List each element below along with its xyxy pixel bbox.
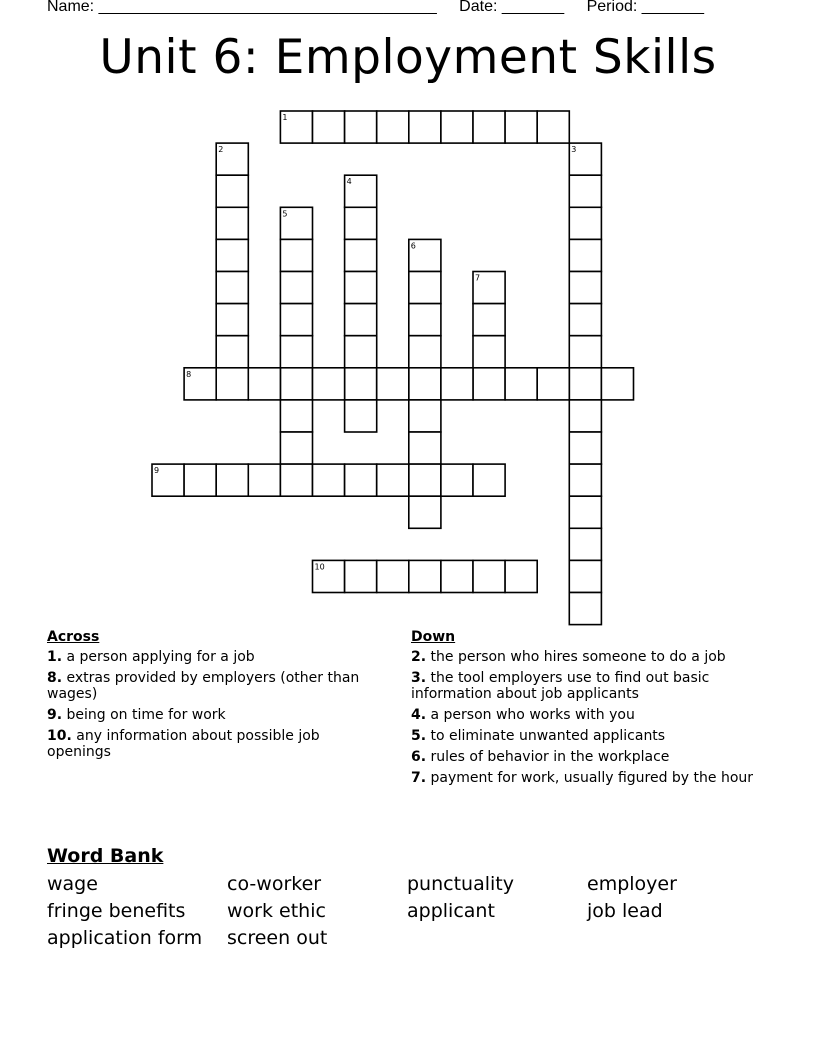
down-heading: Down: [411, 629, 456, 645]
word-bank-item: work ethic: [227, 900, 326, 922]
crossword-cell[interactable]: [216, 207, 248, 239]
crossword-cell[interactable]: [345, 304, 377, 336]
crossword-cell[interactable]: [313, 464, 345, 496]
crossword-cell[interactable]: [473, 464, 505, 496]
clue-number: 2.: [411, 649, 427, 665]
crossword-cell[interactable]: [409, 368, 441, 400]
crossword-cell[interactable]: [216, 239, 248, 271]
clue-number: 5.: [411, 728, 427, 744]
crossword-cell[interactable]: [409, 560, 441, 592]
crossword-cell[interactable]: [569, 432, 601, 464]
crossword-cell[interactable]: [345, 368, 377, 400]
crossword-cell[interactable]: [345, 336, 377, 368]
clue-text: the person who hires someone to do a job: [426, 649, 726, 665]
page-title: Unit 6: Employment Skills: [99, 30, 717, 85]
crossword-cell[interactable]: [473, 336, 505, 368]
crossword-cell[interactable]: [280, 464, 312, 496]
crossword-cell[interactable]: [537, 368, 569, 400]
crossword-cell[interactable]: [216, 304, 248, 336]
crossword-cell[interactable]: [313, 111, 345, 143]
word-bank-item: fringe benefits: [47, 900, 186, 922]
crossword-cell[interactable]: [409, 111, 441, 143]
crossword-cell[interactable]: [473, 560, 505, 592]
crossword-cell[interactable]: [569, 272, 601, 304]
crossword-cell-number: 9: [154, 466, 160, 476]
crossword-cell[interactable]: [409, 400, 441, 432]
crossword-cell[interactable]: [280, 239, 312, 271]
word-bank-item: punctuality: [407, 873, 514, 895]
crossword-cell[interactable]: [345, 560, 377, 592]
crossword-cell[interactable]: [409, 496, 441, 528]
crossword-cell[interactable]: [345, 111, 377, 143]
crossword-cell-number: 8: [186, 369, 192, 379]
word-bank-item: employer: [587, 873, 677, 895]
down-clues: [411, 629, 761, 791]
crossword-cell[interactable]: [280, 432, 312, 464]
across-clue: [47, 707, 387, 723]
word-bank-item: applicant: [407, 900, 495, 922]
word-bank-item: application form: [47, 927, 203, 949]
crossword-cell[interactable]: [569, 336, 601, 368]
crossword-cell[interactable]: [377, 560, 409, 592]
clue-text: rules of behavior in the workplace: [426, 749, 670, 765]
crossword-cell-number: 1: [282, 113, 288, 122]
crossword-cell[interactable]: [569, 239, 601, 271]
clue-number: 7.: [411, 770, 427, 786]
crossword-cell-number: 6: [410, 241, 416, 251]
crossword-cell[interactable]: [409, 464, 441, 496]
crossword-cell[interactable]: [280, 400, 312, 432]
name-field[interactable]: Name: ______________________________________: [47, 0, 437, 15]
crossword-cell[interactable]: [248, 464, 280, 496]
crossword-cell-number: 5: [282, 209, 288, 219]
down-clue: [411, 707, 761, 723]
clue-number: 10.: [47, 728, 72, 744]
crossword-cell-number: 7: [475, 273, 481, 283]
crossword-cell[interactable]: [280, 336, 312, 368]
crossword-cell[interactable]: [345, 400, 377, 432]
down-clue: [411, 749, 761, 765]
clue-text: a person who works with you: [426, 707, 635, 723]
crossword-cell[interactable]: [569, 207, 601, 239]
down-clue: [411, 670, 761, 702]
crossword-cell[interactable]: [569, 464, 601, 496]
across-clue: [47, 670, 387, 702]
crossword-cell[interactable]: [569, 368, 601, 400]
clue-number: 8.: [47, 670, 63, 686]
clue-text: payment for work, usually figured by the hour: [426, 770, 754, 786]
down-clue-list: [411, 649, 761, 786]
crossword-cell[interactable]: [345, 272, 377, 304]
word-bank-item: co-worker: [227, 873, 322, 895]
crossword-cell[interactable]: [505, 368, 537, 400]
clue-text: a person applying for a job: [62, 649, 255, 665]
crossword-cell[interactable]: [248, 368, 280, 400]
word-bank: [47, 845, 767, 949]
across-clue: [47, 649, 387, 665]
crossword-cell[interactable]: [569, 496, 601, 528]
across-clues: [47, 629, 387, 765]
clue-text: any information about possible job openings: [47, 728, 320, 760]
crossword-cell-number: 10: [314, 562, 325, 572]
crossword-cell[interactable]: [345, 207, 377, 239]
clue-text: being on time for work: [62, 707, 226, 723]
crossword-cell[interactable]: [184, 464, 216, 496]
crossword-cell[interactable]: [569, 593, 601, 625]
crossword-cell[interactable]: [409, 336, 441, 368]
clue-number: 3.: [411, 670, 427, 686]
down-clue: [411, 770, 761, 786]
crossword-cell[interactable]: [505, 111, 537, 143]
word-bank-item: screen out: [227, 927, 328, 949]
crossword-cell[interactable]: [216, 464, 248, 496]
crossword-cell[interactable]: [216, 175, 248, 207]
crossword-cell-number: 3: [571, 145, 577, 155]
clue-number: 1.: [47, 649, 63, 665]
crossword-cell[interactable]: [345, 464, 377, 496]
crossword-cell[interactable]: [313, 368, 345, 400]
crossword-cell[interactable]: [409, 272, 441, 304]
clue-number: 4.: [411, 707, 427, 723]
word-bank-item: wage: [47, 873, 98, 895]
across-clue-list: [47, 649, 387, 760]
crossword-cell[interactable]: [569, 400, 601, 432]
clue-number: 9.: [47, 707, 63, 723]
period-field[interactable]: Period: _______: [586, 0, 705, 15]
crossword-cell[interactable]: [216, 272, 248, 304]
clue-number: 6.: [411, 749, 427, 765]
crossword-cell[interactable]: [569, 175, 601, 207]
word-bank-list: [47, 873, 767, 949]
across-clue: [47, 728, 387, 760]
clue-text: extras provided by employers (other than wages): [47, 670, 360, 702]
down-clue: [411, 649, 761, 665]
crossword-cell[interactable]: [377, 111, 409, 143]
crossword-cell-number: 4: [346, 177, 352, 187]
clue-text: to eliminate unwanted applicants: [426, 728, 666, 744]
crossword-cell[interactable]: [473, 368, 505, 400]
crossword-cell[interactable]: [601, 368, 633, 400]
crossword-cell[interactable]: [441, 368, 473, 400]
across-heading: Across: [47, 629, 100, 645]
crossword-cell[interactable]: [569, 560, 601, 592]
down-clue: [411, 728, 761, 744]
clue-text: the tool employers use to find out basic information about job applicants: [411, 670, 710, 702]
crossword-cell[interactable]: [473, 304, 505, 336]
crossword-cell-number: 2: [218, 145, 224, 155]
crossword-cell[interactable]: [473, 111, 505, 143]
crossword-cell[interactable]: [569, 528, 601, 560]
crossword-cell[interactable]: [345, 239, 377, 271]
crossword-cell[interactable]: [441, 560, 473, 592]
crossword-cell[interactable]: [280, 304, 312, 336]
crossword-cell[interactable]: [505, 560, 537, 592]
crossword-cell[interactable]: [377, 464, 409, 496]
crossword-cell[interactable]: [409, 432, 441, 464]
crossword-cell[interactable]: [441, 111, 473, 143]
crossword-cell[interactable]: [569, 304, 601, 336]
crossword-cell[interactable]: [280, 272, 312, 304]
crossword-cell[interactable]: [377, 368, 409, 400]
crossword-cell[interactable]: [441, 464, 473, 496]
word-bank-item: job lead: [587, 900, 663, 922]
word-bank-heading: Word Bank: [47, 845, 164, 867]
crossword-cell[interactable]: [216, 336, 248, 368]
crossword-cell[interactable]: [537, 111, 569, 143]
crossword-cell[interactable]: [216, 368, 248, 400]
crossword-cell[interactable]: [280, 368, 312, 400]
date-field[interactable]: Date: _______: [459, 0, 565, 15]
crossword-cell[interactable]: [409, 304, 441, 336]
